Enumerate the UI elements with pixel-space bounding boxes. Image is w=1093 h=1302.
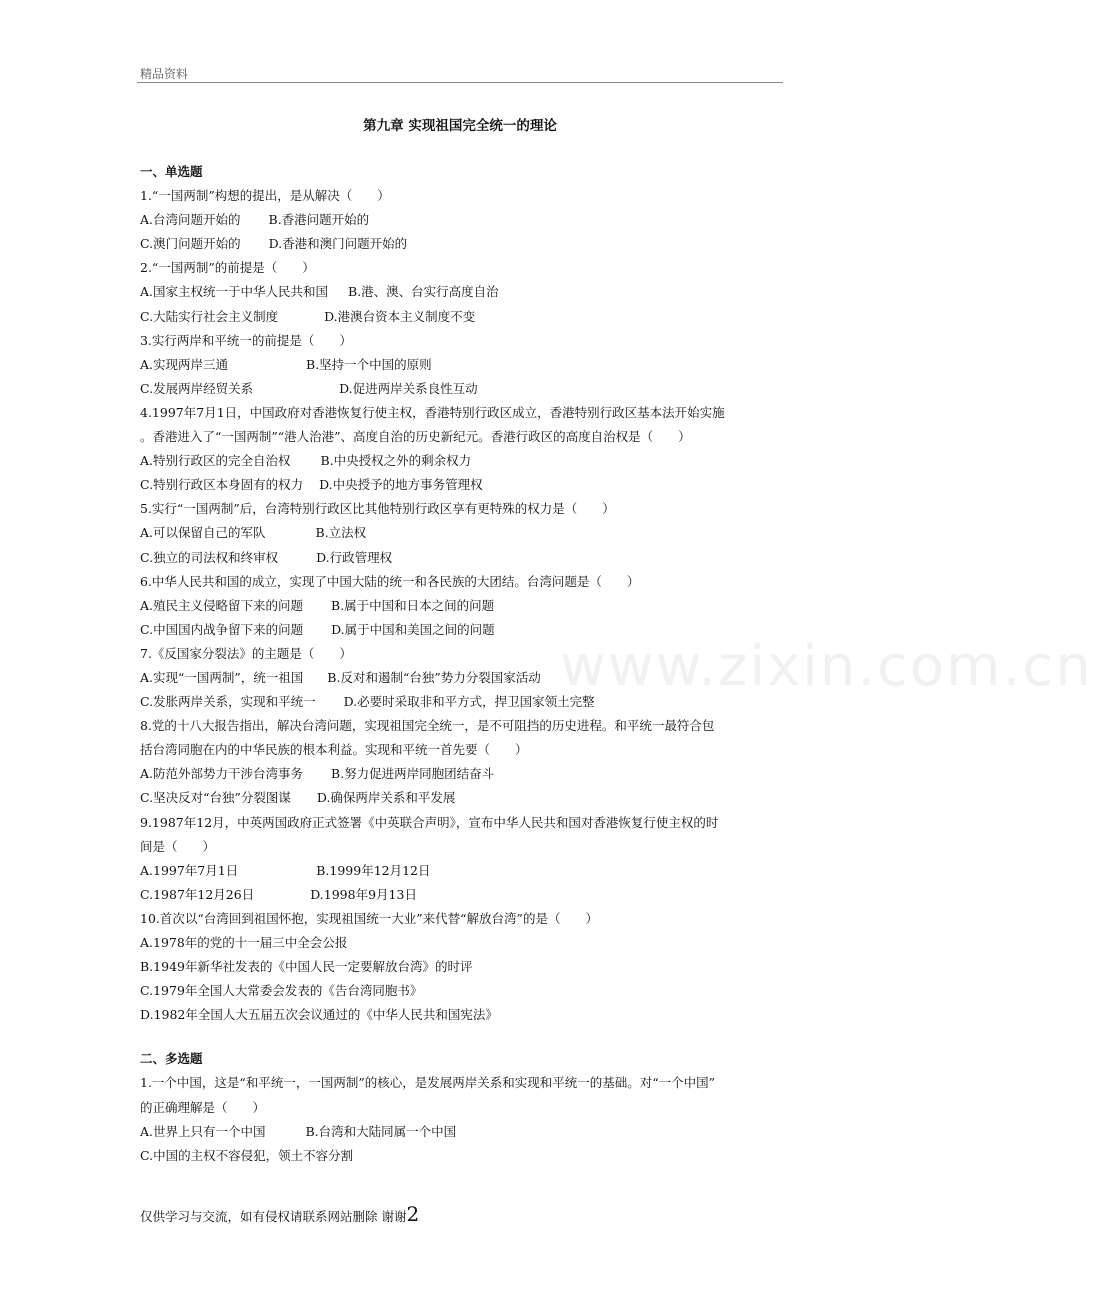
option-row [140, 473, 780, 497]
option-row [140, 521, 780, 545]
page-title: 第九章 实现祖国完全统一的理论 [363, 118, 557, 134]
header-divider [137, 82, 783, 83]
option-row [140, 666, 780, 690]
option-row [140, 762, 780, 786]
answer-option: B.努力促进两岸同胞团结奋斗 [331, 766, 495, 782]
answer-option: D.属于中国和美国之间的问题 [331, 621, 495, 637]
answer-option: D.确保两岸关系和平发展 [316, 790, 456, 806]
answer-option: C.1987年12月26日 [140, 886, 255, 902]
option-row [140, 546, 780, 570]
text-line: 3.实行两岸和平统一的前提是（ ） [140, 332, 352, 348]
text-line: 1.“一国两制”构想的提出，是从解决（ ） [140, 188, 390, 204]
text-line: D.1982年全国人大五届五次会议通过的《中华人民共和国宪法》 [140, 1007, 498, 1023]
text-line: 7.《反国家分裂法》的主题是（ ） [140, 645, 352, 661]
answer-option: B.中央授权之外的剩余权力 [320, 453, 472, 469]
answer-option: B.属于中国和日本之间的问题 [331, 597, 495, 613]
answer-option: D.中央授予的地方事务管理权 [319, 477, 483, 493]
text-line: 的正确理解是（ ） [140, 1099, 266, 1115]
option-row [140, 859, 780, 883]
option-row [140, 1120, 780, 1144]
footer-text: 仅供学习与交流，如有侵权请联系网站删除 谢谢 [140, 1209, 407, 1224]
answer-option: C.发胀两岸关系，实现和平统一 [140, 694, 316, 710]
answer-option: C.大陆实行社会主义制度 [140, 308, 279, 324]
answer-option: D.1998年9月13日 [310, 886, 417, 902]
text-line: 4.1997年7月1日，中国政府对香港恢复行使主权，香港特别行政区成立，香港特别行政区基本法开始实施 [140, 404, 725, 420]
text-line: 9.1987年12月，中英两国政府正式签署《中英联合声明》，宣布中华人民共和国对香港恢复行使主权的时 [140, 814, 719, 830]
text-line: 间是（ ） [140, 838, 216, 854]
text-line: 6.中华人民共和国的成立，实现了中国大陆的统一和各民族的大团结。台湾问题是（ ） [140, 573, 640, 589]
section-title: 一、单选题 [140, 164, 203, 179]
text-line: C.中国的主权不容侵犯，领土不容分割 [140, 1147, 354, 1163]
watermark: www.zixin.com.cn [560, 634, 1093, 699]
answer-option: C.澳门问题开始的 [140, 236, 241, 252]
answer-option: D.港澳台资本主义制度不变 [324, 308, 476, 324]
option-row [140, 883, 780, 907]
text-line: A.1978年的党的十一届三中全会公报 [140, 935, 348, 950]
answer-option: B.1999年12月12日 [316, 862, 431, 878]
footer [140, 1202, 419, 1226]
section-title: 二、多选题 [140, 1051, 203, 1067]
answer-option: A.殖民主义侵略留下来的问题 [140, 597, 304, 613]
document-body [140, 160, 780, 1168]
answer-option: C.独立的司法权和终审权 [140, 549, 279, 565]
text-line: 10.首次以“台湾回到祖国怀抱，实现祖国统一大业”来代替“解放台湾”的是（ ） [140, 910, 598, 926]
answer-option: C.坚决反对“台独”分裂图谋 [140, 790, 291, 806]
option-row [140, 449, 780, 473]
answer-option: A.防范外部势力干涉台湾事务 [140, 766, 304, 782]
answer-option: B.台湾和大陆同属一个中国 [305, 1123, 457, 1139]
answer-option: A.可以保留自己的军队 [140, 525, 266, 541]
answer-option: B.香港问题开始的 [268, 212, 370, 228]
text-line: 5.实行“一国两制”后，台湾特别行政区比其他特别行政区享有更特殊的权力是（ ） [140, 501, 615, 517]
option-row [140, 690, 780, 714]
answer-option: B.立法权 [315, 525, 367, 541]
option-row [140, 280, 780, 304]
option-row [140, 618, 780, 642]
answer-option: B.坚持一个中国的原则 [306, 356, 432, 372]
option-row [140, 232, 780, 256]
answer-option: A.1997年7月1日 [140, 862, 239, 878]
answer-option: B.港、澳、台实行高度自治 [348, 284, 499, 300]
header-label: 精品资料 [140, 67, 189, 81]
option-row [140, 377, 780, 401]
answer-option: D.香港和澳门问题开始的 [268, 236, 408, 252]
text-line: B.1949年新华社发表的《中国人民一定要解放台湾》的时评 [140, 959, 473, 975]
page-number: 2 [406, 1202, 420, 1226]
text-line: 。香港进入了“一国两制”“港人治港”、高度自治的历史新纪元。香港行政区的高度自治权是（ ） [140, 429, 691, 445]
answer-option: D.行政管理权 [316, 549, 393, 565]
answer-option: A.实现“一国两制”，统一祖国 [140, 669, 304, 685]
option-row [140, 786, 780, 810]
text-line: 2.“一国两制”的前提是（ ） [140, 260, 315, 276]
option-row [140, 305, 780, 329]
option-row [140, 208, 780, 232]
answer-option: C.发展两岸经贸关系 [140, 380, 254, 396]
section-gap [140, 1027, 780, 1047]
text-line: 8.党的十八大报告指出，解决台湾问题，实现祖国完全统一，是不可阻挡的历史进程。和平统一最符合包 [140, 718, 715, 734]
text-line: C.1979年全国人大常委会发表的《告台湾同胞书》 [140, 983, 423, 999]
answer-option: A.特别行政区的完全自治权 [140, 453, 291, 469]
answer-option: B.反对和遏制“台独”势力分裂国家活动 [327, 669, 541, 685]
option-row [140, 594, 780, 618]
answer-option: D.必要时采取非和平方式，捍卫国家领土完整 [343, 694, 595, 710]
answer-option: A.国家主权统一于中华人民共和国 [140, 284, 329, 300]
answer-option: D.促进两岸关系良性互动 [339, 380, 478, 396]
answer-option: A.台湾问题开始的 [140, 212, 241, 228]
text-line: 1.一个中国，这是“和平统一，一国两制”的核心，是发展两岸关系和实现和平统一的基础。对“一个中国” [140, 1075, 715, 1091]
answer-option: C.中国国内战争留下来的问题 [140, 621, 304, 637]
answer-option: A.实现两岸三通 [140, 356, 229, 372]
answer-option: A.世界上只有一个中国 [140, 1123, 266, 1139]
text-line: 括台湾同胞在内的中华民族的根本利益。实现和平统一首先要（ ） [140, 742, 528, 758]
answer-option: C.特别行政区本身固有的权力 [140, 477, 304, 493]
option-row [140, 353, 780, 377]
